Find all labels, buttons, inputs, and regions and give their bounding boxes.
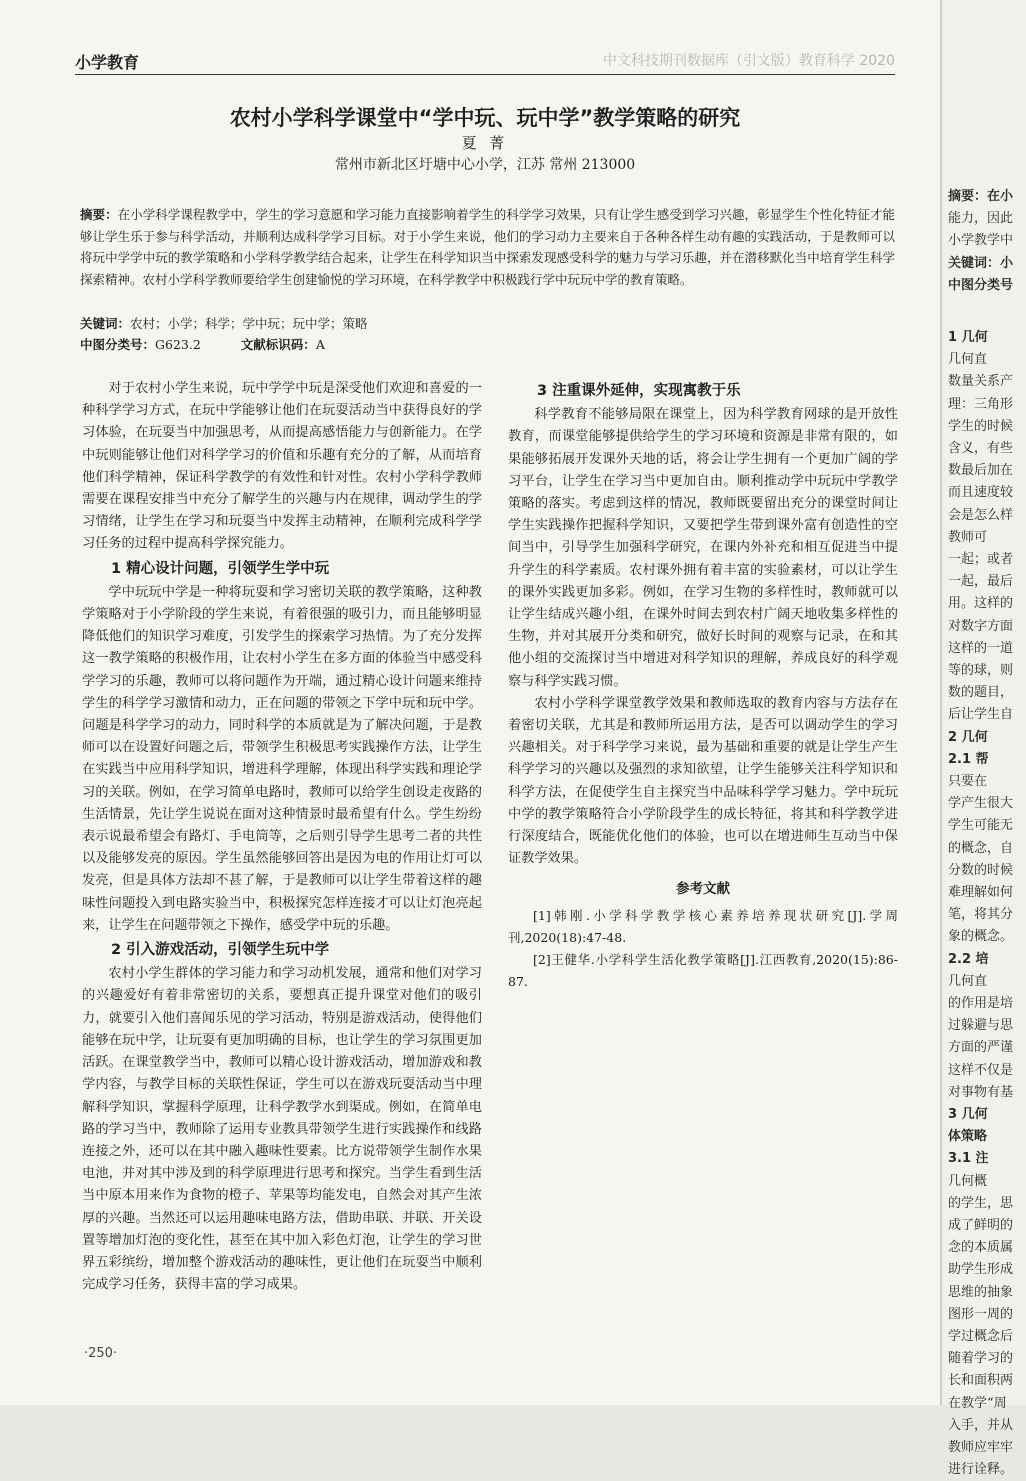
adjacent-page-line: 入手，并从 [948, 1417, 1014, 1433]
section-1-heading: 1 精心设计问题，引领学生学中玩 [111, 560, 330, 577]
adjacent-page-line: 中图分类号 [948, 277, 1014, 293]
adjacent-page-line: 2 几何 [948, 729, 988, 745]
adjacent-page-line: 这样的一道 [948, 640, 1014, 656]
adjacent-page-line: 一起；或者 [948, 552, 1014, 567]
article-author: 夏 菁 [461, 134, 509, 152]
adjacent-page-line: 用。这样的 [948, 596, 1014, 612]
running-header [75, 50, 895, 75]
adjacent-page-line: 学过概念后 [948, 1329, 1014, 1344]
section-label: 小学教育 [75, 53, 140, 72]
adjacent-page-line: 关键词：小 [948, 255, 1014, 271]
adjacent-page-line: 教师应牢牢 [948, 1440, 1014, 1455]
references-title: 参考文献 [676, 881, 730, 898]
adjacent-page-line: 后让学生自 [948, 707, 1014, 723]
classification-line [80, 335, 895, 353]
doc-code-value: A [315, 337, 325, 352]
abstract-text: 在小学科学课程教学中，学生的学习意愿和学习能力直接影响着学生的科学学习效果，只有让学生感受到学习兴趣，彰显学生个性化特征才能够让学生乐于参与科学活动，并顺利达成科学学习目标。对于小学生来说，他们的学习动力主要来自于各种各样生动有趣的实践活动，于是教师可以将玩中学学中玩的教学策略和小学科学教学结合起来，让学生在科学知识当中探索发现感受科学的魅力与学习乐趣，并在潜移默化当中培育学生科学探索精神。农村小学科学教师要给学生创建愉悦的学习环境，在科学教学中积极践行学中玩玩中学的教育策略。 [80, 207, 895, 287]
adjacent-page-line: 2.1 帮 [948, 751, 989, 767]
article-affiliation: 常州市新北区圩塘中心小学，江苏 常州 213000 [334, 157, 636, 173]
adjacent-page-line: 的学生，思 [948, 1195, 1014, 1211]
body-column-right [508, 378, 898, 993]
adjacent-page-line: 摘要：在小 [948, 189, 1014, 204]
adjacent-page-line: 念的本质属 [948, 1240, 1014, 1256]
adjacent-page-line: 几何直 [948, 973, 988, 989]
adjacent-page-line: 笔，将其分 [948, 907, 1014, 923]
section-2-heading: 2 引入游戏活动，引领学生玩中学 [111, 942, 330, 959]
adjacent-page-line: 难理解如何 [948, 885, 1014, 900]
adjacent-page-line: 数的题目， [948, 685, 1014, 701]
adjacent-page-line: 数最后加在 [948, 463, 1014, 479]
reference-item: [2]王健华.小学科学生活化教学策略[J].江西教育,2020(15):86-87. [508, 951, 898, 989]
section-3-paragraph-1: 科学教育不能够局限在课堂上，因为科学教育网球的是开放性教育，而课堂能够提供给学生的学习环境和资源是非常有限的，如果能够拓展开发课外天地的话，将会让学生拥有一个更加广阔的学习平台，让学生在学习当中更加自由。顺利推动学中玩玩中学教学策略的落实。考虑到这样的情况，教师既要留出充分的课堂时间让学生实践操作把握科学知识，又要把学生带到课外富有创造性的空间当中，引导学生加强科学研究，在课内外补充和相互促进当中提升学生的科学素质。农村课外拥有着丰富的实验素材，可以让学生的课外实践更加多彩。例如，在学习生物的多样性时，教师就可以让学生结成兴趣小组，在课外时间去到农村广阔天地收集多样性的生物，并对其展开分类和研究，做好长时间的观察与记录，在和其他小组的交流探讨当中增进对科学知识的理解，养成良好的科学观察与科学实践习惯。 [508, 407, 898, 689]
adjacent-page-line: 进行诠释。 [948, 1462, 1014, 1478]
adjacent-page-line: 长和面积两 [948, 1373, 1014, 1389]
clc-label: 中图分类号： [80, 337, 156, 352]
adjacent-page-line: 在教学“周 [948, 1395, 1007, 1411]
clc-value: G623.2 [155, 337, 201, 352]
adjacent-page-line: 随着学习的 [948, 1351, 1014, 1367]
adjacent-page-line: 2.2 培 [948, 951, 989, 967]
keywords-text: 农村；小学；科学；学中玩；玩中学；策略 [130, 316, 368, 331]
doc-code-label: 文献标识码： [240, 337, 316, 352]
keywords [80, 314, 895, 332]
adjacent-page-line: 对事物有基 [948, 1084, 1014, 1100]
adjacent-page-line: 思维的抽象 [948, 1284, 1014, 1300]
body-column-left [82, 378, 482, 1296]
adjacent-page-line: 数量关系产 [948, 374, 1014, 390]
adjacent-page-line: 而且速度较 [948, 485, 1014, 501]
intro-paragraph: 对于农村小学生来说，玩中学学中玩是深受他们欢迎和喜爱的一种科学学习方式，在玩中学能够让他们在玩耍活动当中获得良好的学习体验，在玩耍当中加强思考，从而提高感悟能力与创新能力。在学中玩则能够让他们对科学学习的价值和乐趣有充分的了解，从而培育他们科学精神，保证科学教学的有效性和针对性。农村小学科学教师需要在课程安排当中充分了解学生的兴趣与内在规律，调动学生的学习情绪，让学生在学习和玩耍当中发挥主动精神，在顺利完成科学学习任务的过程中提高科学探究能力。 [82, 381, 482, 552]
adjacent-page-line: 会是怎么样 [948, 507, 1014, 523]
adjacent-page-line: 成了鲜明的 [948, 1218, 1014, 1233]
adjacent-page-line: 这样不仅是 [948, 1062, 1014, 1078]
adjacent-page-line: 图形一周的 [948, 1306, 1014, 1322]
adjacent-page-line: 教师可 [948, 529, 988, 545]
keywords-label: 关键词： [80, 316, 131, 331]
abstract [80, 204, 895, 290]
adjacent-page-line: 助学生形成 [948, 1262, 1014, 1278]
adjacent-page-line: 3.1 注 [948, 1151, 989, 1167]
adjacent-page-line: 3 几何 [948, 1107, 988, 1122]
bleed-through-header: 中文科技期刊数据库（引文版）教育科学 2020 [602, 53, 895, 69]
adjacent-page-line: 的作用是培 [948, 996, 1014, 1011]
adjacent-page-edge [940, 0, 1026, 1478]
adjacent-page-line: 含义，有些 [948, 441, 1014, 456]
adjacent-page-line: 学生的时候 [948, 418, 1014, 434]
adjacent-page-line: 1 几何 [948, 330, 988, 345]
adjacent-page-line: 能力，因此 [948, 211, 1014, 227]
reference-item: [1]韩刚.小学科学教学核心素养培养现状研究[J].学周刊,2020(18):47-48. [508, 907, 898, 945]
adjacent-page-line: 对数字方面 [948, 618, 1014, 634]
adjacent-page-line: 学生可能无 [948, 818, 1014, 834]
adjacent-page-line: 几何概 [948, 1173, 988, 1189]
page-number: ·250· [84, 1346, 118, 1361]
adjacent-page-line: 方面的严谨 [948, 1040, 1014, 1056]
adjacent-page-line: 小学教学中 [948, 233, 1014, 249]
adjacent-page-line: 分数的时候 [948, 862, 1014, 878]
adjacent-page-line: 体策略 [948, 1129, 988, 1145]
section-3-paragraph-2: 农村小学科学课堂教学效果和教师选取的教育内容与方法存在着密切关联，尤其是和教师所运用方法，是否可以调动学生的学习兴趣相关。对于科学学习来说，最为基础和重要的就是让学生产生科学学习的兴趣以及强烈的求知欲望，让学生能够关注科学知识和科学方法，在促使学生自主探究当中品味科学学习魅力。学中玩玩中学的教学策略符合小学阶段学生的成长特征，将其和科学教学进行深度结合，既能优化他们的体验，也可以在增进师生互动当中保证教学效果。 [508, 695, 898, 867]
article-title: 农村小学科学课堂中“学中玩、玩中学”教学策略的研究 [229, 106, 741, 130]
section-1-paragraph: 学中玩玩中学是一种将玩耍和学习密切关联的教学策略，这种教学策略对于小学阶段的学生来说，有着很强的吸引力，而且能够明显降低他们的知识学习难度，引发学生的探索学习热情。为了充分发挥这一教学策略的积极作用，让农村小学生在多方面的体验当中感受科学学习的乐趣，教师可以将问题作为开端，通过精心设计问题来维持学生的科学学习激情和动力，正在问题的带领之下学中玩和玩中学。问题是科学学习的动力，同时科学的本质就是为了解决问题，于是教师可以在设置好问题之后，带领学生积极思考实践操作方法，让学生在实践当中应用科学知识，增进科学理解，体现出科学实践和理论学习的关联。例如，在学习简单电路时，教师可以给学生创设走夜路的生活情景，先让学生说说在面对这种情景时最希望有什么。学生纷纷表示说最希望会有路灯、手电筒等，之后则引导学生思考二者的共性以及能够发亮的原因。学生虽然能够回答出是因为电的作用让灯可以发亮，但是具体方法却不甚了解，于是教师可以让学生带着这样的趣味性问题投入到电路实验当中，积极探究怎样连接才可以让灯泡亮起来，让学生在问题带领之下操作，感受学中玩的乐趣。 [82, 584, 482, 933]
adjacent-page-line: 一起，最后 [948, 574, 1014, 590]
adjacent-page-line: 的概念，自 [948, 840, 1014, 856]
adjacent-page-line: 等的球，则 [948, 663, 1014, 678]
adjacent-page-line: 过躲避与思 [948, 1018, 1014, 1034]
adjacent-page-line: 象的概念。 [948, 929, 1014, 945]
section-3-heading: 3 注重课外延伸，实现寓教于乐 [537, 383, 741, 399]
section-2-paragraph: 农村小学生群体的学习能力和学习动机发展，通常和他们对学习的兴趣爱好有着非常密切的关系，要想真正提升课堂对他们的吸引力，就要引入他们喜闻乐见的学习活动，特别是游戏活动，使得他们能够在玩中学，让玩耍有更加明确的目标，也让学生的学习氛围更加活跃。在课堂教学当中，教师可以精心设计游戏活动，增加游戏和教学内容，与教学目标的关联性保证，学生可以在游戏玩耍活动当中理解科学知识，掌握科学原理，让科学教学水到渠成。例如，在简单电路的学习当中，教师除了运用专业教具带领学生进行实践操作和线路连接之外，还可以在其中融入趣味性要素。比方说带领学生制作水果电池，并对其中涉及到的科学原理进行思考和探究。当学生看到生活当中原本用来作为食物的橙子、苹果等均能发电，自然会对其产生浓厚的兴趣。当然还可以运用趣味电路方法，借助串联、并联、开关设置等增加灯泡的变化性，甚至在其中加入彩色灯泡，让学生的学习世界五彩缤纷，增加整个游戏活动的趣味性，更让他们在玩耍当中顺利完成学习任务，获得丰富的学习成果。 [82, 966, 482, 1293]
adjacent-page-line: 只要在 [948, 774, 988, 789]
adjacent-page-line: 几何直 [948, 352, 988, 368]
adjacent-page-line: 理：三角形 [948, 396, 1014, 412]
adjacent-page-line: 学产生很大 [948, 796, 1014, 812]
abstract-label: 摘要： [80, 207, 118, 222]
